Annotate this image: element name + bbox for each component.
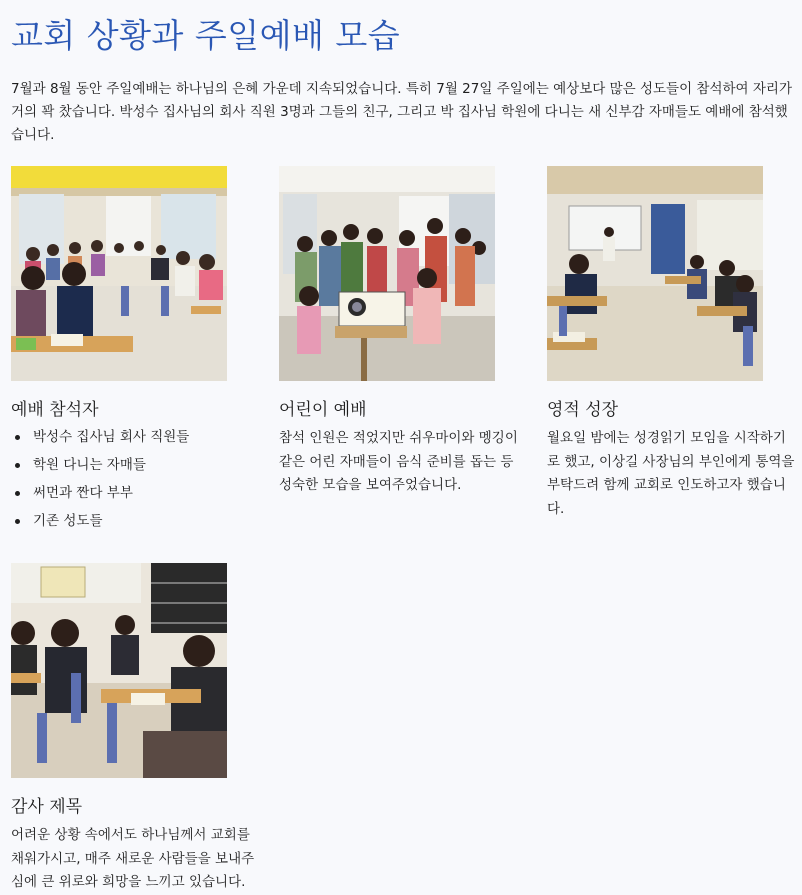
list-item: 박성수 집사님 회사 직원들 xyxy=(11,426,189,454)
card-heading: 영적 성장 xyxy=(547,400,619,420)
spiritual-growth-photo xyxy=(547,166,763,381)
card-heading: 어린이 예배 xyxy=(279,400,367,420)
intro-paragraph: 7월과 8월 동안 주일예배는 하나님의 은혜 가운데 지속되었습니다. 특히 7월 27일 주일에는 예상보다 많은 성도들이 참석하여 자리가 거의 꽉 찼습니다. 박성수 집사님의 회사 직원 3명과 그들의 친구, 그리고 박 집사님 학원에 다니는 새 신부감 자매들도 예배에 참석했습니다. xyxy=(11,81,792,143)
list-item: 써먼과 짠다 부부 xyxy=(11,482,189,510)
card-text: 월요일 밤에는 성경읽기 모임을 시작하기로 했고, 이상길 사장님의 부인에게 통역을 부탁드려 함께 교회로 인도하고자 했습니다. xyxy=(547,430,795,517)
list-item: 학원 다니는 자매들 xyxy=(11,454,189,482)
worship-attendees-photo xyxy=(11,166,227,381)
children-worship-photo xyxy=(279,166,495,381)
card-heading: 예배 참석자 xyxy=(11,400,99,420)
card-worship-attendees xyxy=(11,166,261,529)
card-text: 어려운 상황 속에서도 하나님께서 교회를 채워가시고, 매주 새로운 사람들을 보내주심에 큰 위로와 희망을 느끼고 있습니다. xyxy=(11,827,255,890)
card-text: 참석 인원은 적었지만 쉬우마이와 멩깅이 같은 어린 자매들이 음식 준비를 돕는 등 성숙한 모습을 보여주었습니다. xyxy=(279,430,518,493)
card-thanksgiving xyxy=(11,563,261,890)
list-item: 기존 성도들 xyxy=(11,510,189,538)
card-children-worship xyxy=(279,166,529,493)
page-title: 교회 상황과 주일예배 모습 xyxy=(11,16,401,55)
card-heading: 감사 제목 xyxy=(11,797,83,817)
thanksgiving-photo xyxy=(11,563,227,778)
card-spiritual-growth xyxy=(547,166,797,517)
attendee-list xyxy=(11,426,189,538)
